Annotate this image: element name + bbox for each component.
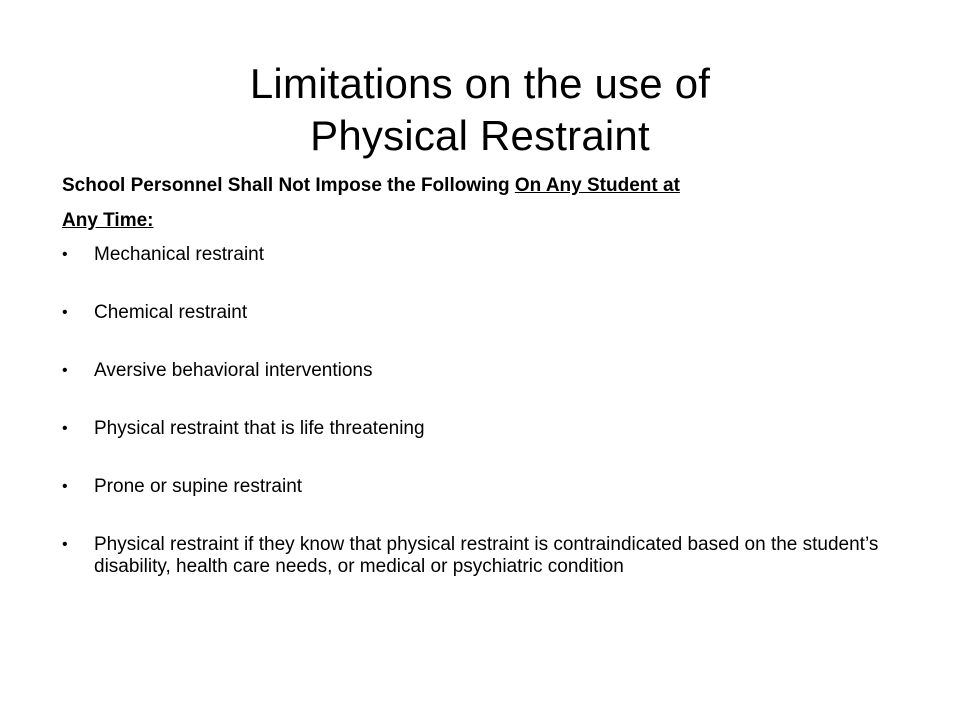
list-item-text: Physical restraint if they know that physical restraint is contraindicated based on the student’s disability, health care needs, or medical or psychiatric condition xyxy=(94,534,879,577)
bullet-icon: • xyxy=(62,478,68,495)
list-item xyxy=(62,418,912,440)
heading-text: School Personnel Shall Not Impose the Following xyxy=(62,175,515,196)
bullet-icon: • xyxy=(62,420,68,437)
bullet-icon: • xyxy=(62,536,68,553)
list-item xyxy=(62,302,912,324)
list-item-text: Prone or supine restraint xyxy=(94,476,303,497)
heading-underlined-text-2: Any Time: xyxy=(62,210,154,231)
list-item xyxy=(62,534,912,578)
list-item-text: Mechanical restraint xyxy=(94,244,265,265)
list-item-text: Aversive behavioral interventions xyxy=(94,360,373,381)
slide-title xyxy=(80,58,880,162)
bullet-icon: • xyxy=(62,304,68,321)
title-line-1: Limitations on the use of xyxy=(249,60,711,108)
slide-body xyxy=(62,168,912,578)
section-heading xyxy=(62,168,912,238)
bullet-list xyxy=(62,244,912,578)
bullet-icon: • xyxy=(62,246,68,263)
list-item xyxy=(62,360,912,382)
list-item xyxy=(62,244,912,266)
list-item-text: Physical restraint that is life threatening xyxy=(94,418,425,439)
heading-underlined-text: On Any Student at xyxy=(514,175,680,196)
bullet-icon: • xyxy=(62,362,68,379)
title-line-2: Physical Restraint xyxy=(310,112,650,160)
list-item-text: Chemical restraint xyxy=(94,302,248,323)
list-item xyxy=(62,476,912,498)
